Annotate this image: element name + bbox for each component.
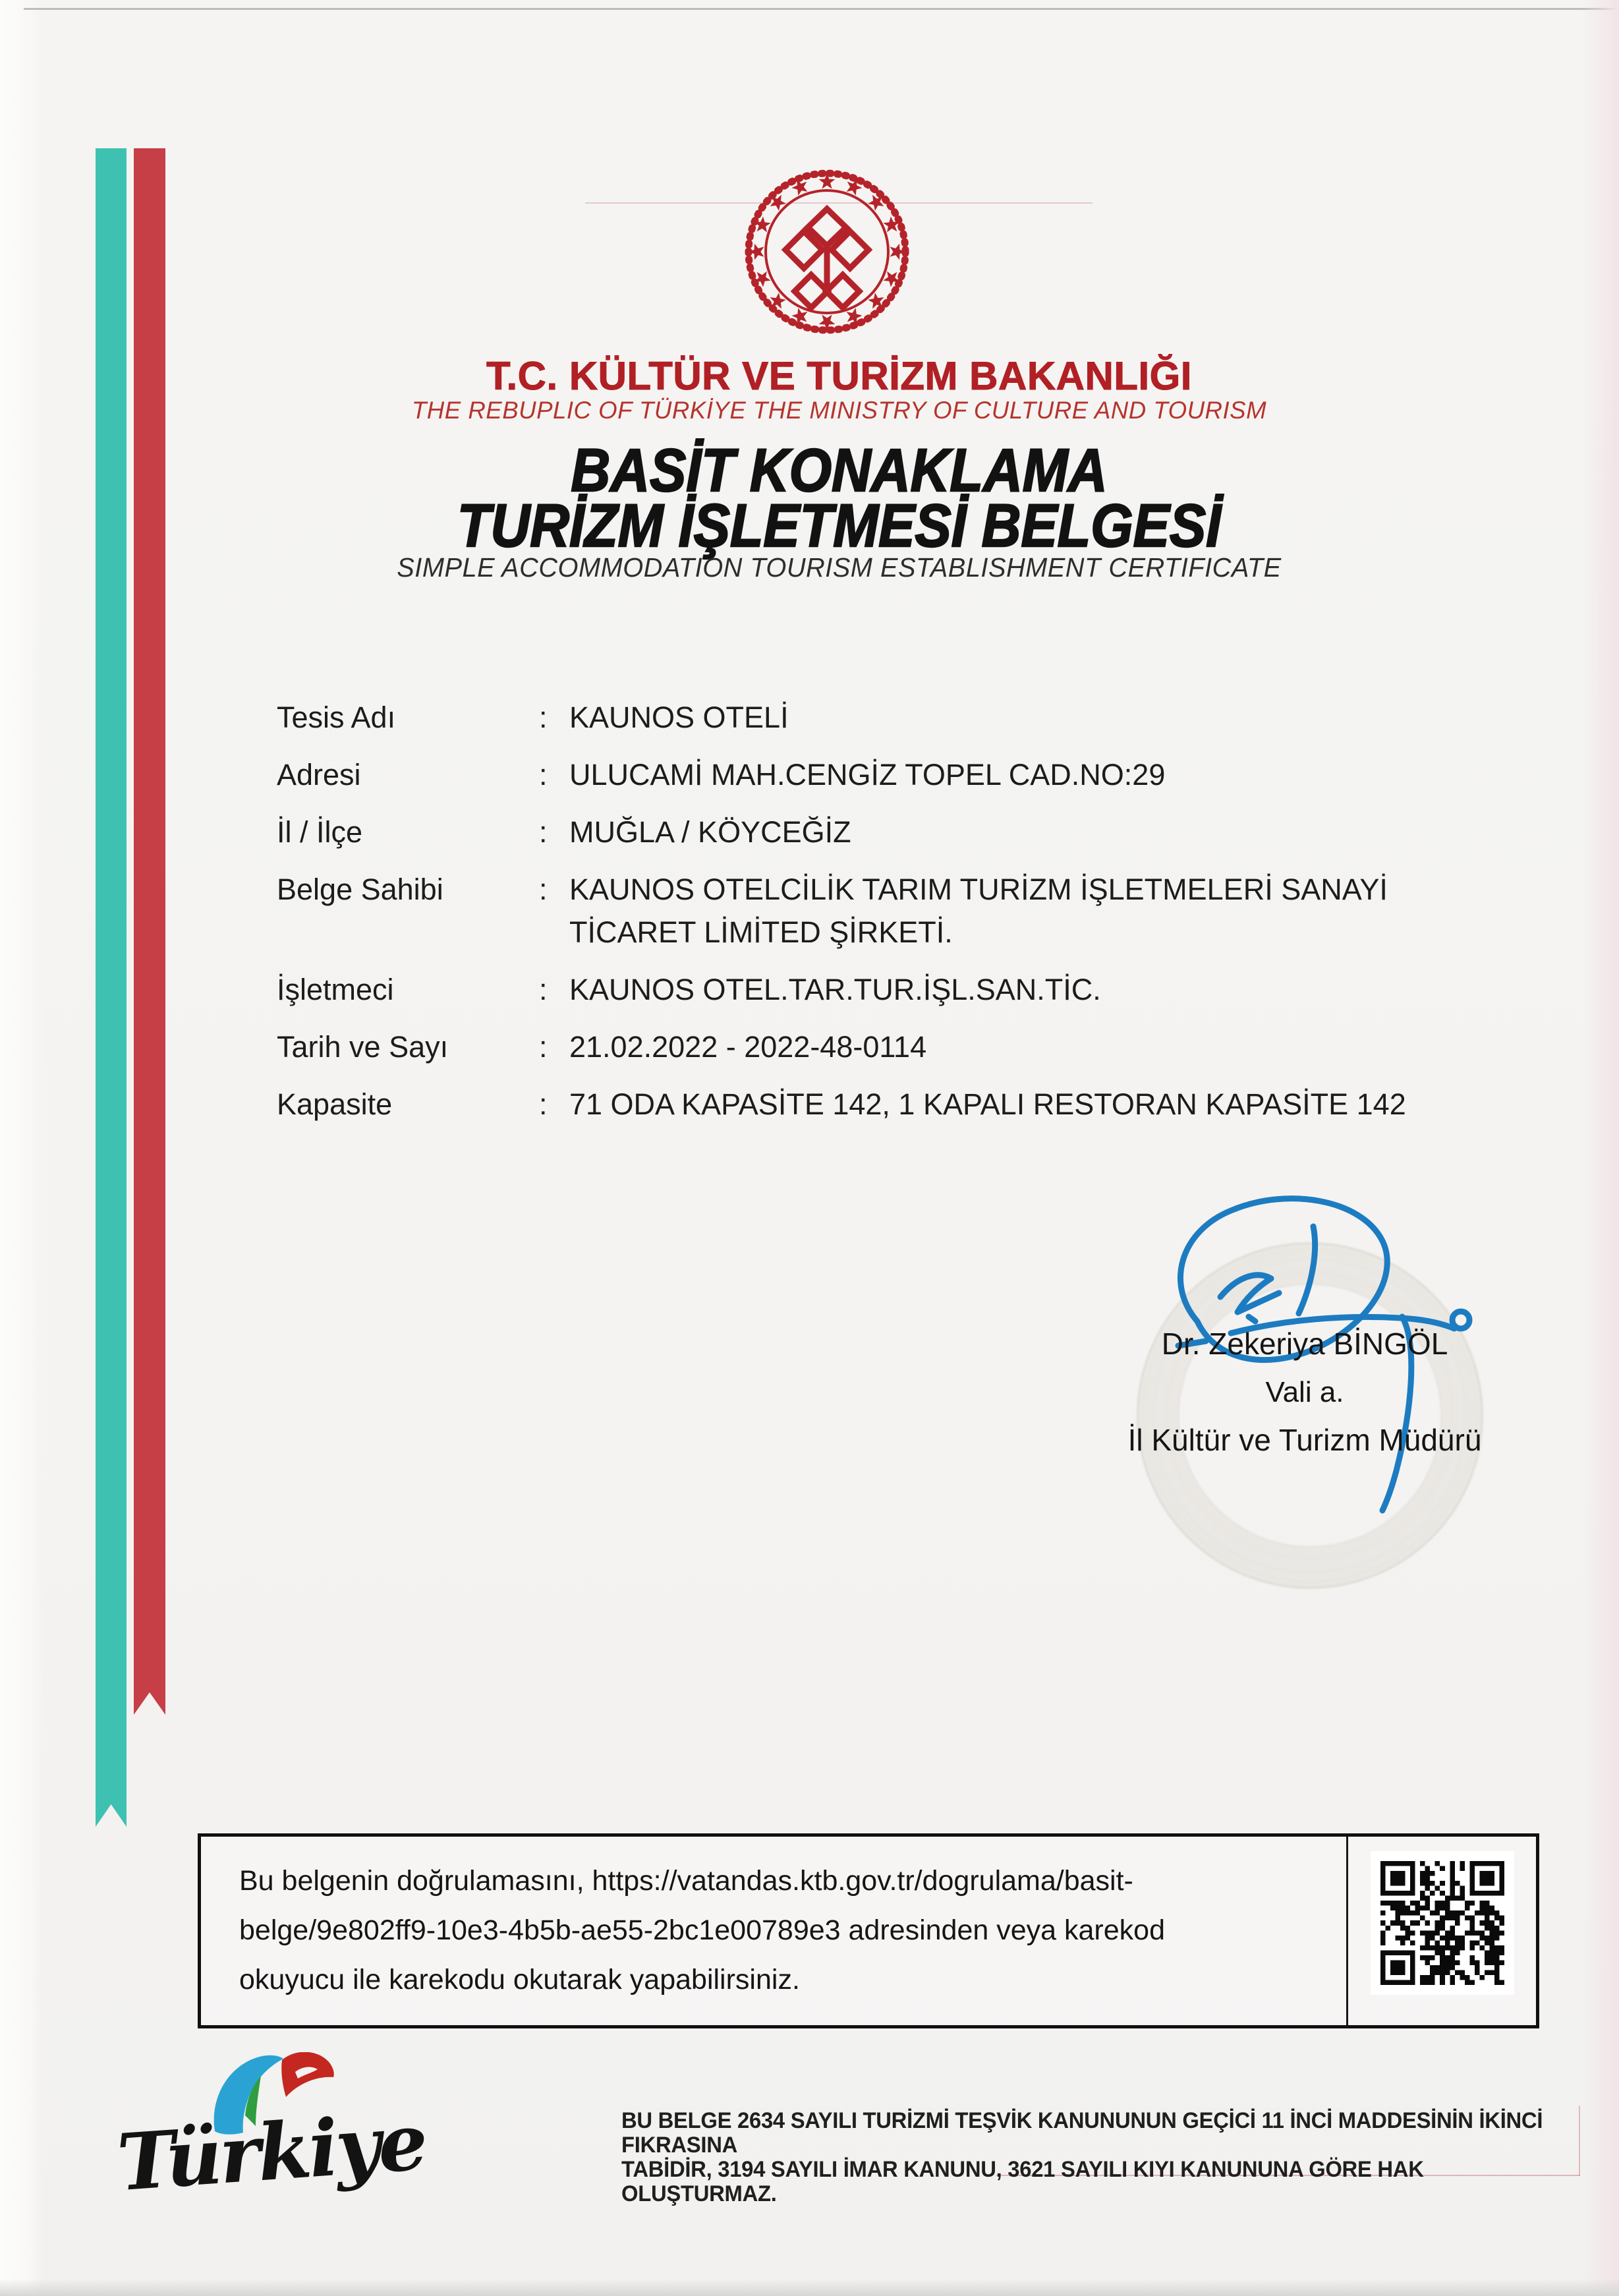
certificate-subtitle: SIMPLE ACCOMMODATION TOURISM ESTABLISHMENT CERTIFICATE [397, 552, 1282, 583]
field-separator: : [539, 701, 548, 734]
certificate-fields [277, 696, 1516, 1140]
signer-title-deputy: Vali a. [1265, 1376, 1344, 1408]
legal-disclaimer [621, 2109, 1550, 2206]
scan-edge-bottom [0, 2279, 1619, 2296]
field-row-isletmeci [277, 968, 1516, 1011]
field-value: KAUNOS OTEL.TAR.TUR.İŞL.SAN.TİC. [569, 973, 1101, 1006]
field-row-belge-sahibi [277, 868, 1516, 954]
scan-edge-left [0, 0, 42, 2296]
field-value: ULUCAMİ MAH.CENGİZ TOPEL CAD.NO:29 [569, 758, 1166, 791]
legal-line2: TABİDİR, 3194 SAYILI İMAR KANUNU, 3621 SAYILI KIYI KANUNUNA GÖRE HAK OLUŞTURMAZ. [621, 2157, 1424, 2206]
field-separator: : [539, 973, 548, 1006]
verification-line3: okuyucu ile karekodu okutarak yapabilirsiniz. [239, 1964, 800, 1995]
field-label: İl / İlçe [277, 815, 363, 849]
field-row-tarih-sayi [277, 1025, 1516, 1068]
field-separator: : [539, 758, 548, 791]
ministry-emblem-icon [743, 168, 911, 335]
legal-line1: BU BELGE 2634 SAYILI TURİZMİ TEŞVİK KANUNUNUN GEÇİCİ 11 İNCİ MADDESİNİN İKİNCİ FIKRASINA [621, 2108, 1543, 2158]
turkiye-logo [112, 2055, 481, 2226]
field-label: Adresi [277, 758, 361, 791]
verification-line1: Bu belgenin doğrulamasını, https://vatandas.ktb.gov.tr/dogrulama/basit- [239, 1865, 1133, 1897]
verification-box [198, 1833, 1539, 2028]
field-row-il-ilce [277, 811, 1516, 853]
certificate-title-line2: TURİZM İŞLETMESİ BELGESİ [457, 492, 1222, 560]
field-value: 21.02.2022 - 2022-48-0114 [569, 1030, 927, 1064]
legal-frame-right-line [1579, 2106, 1580, 2176]
qr-code [1371, 1851, 1514, 1995]
field-label: Belge Sahibi [277, 873, 443, 906]
verification-divider [1346, 1837, 1348, 2025]
field-value: KAUNOS OTELİ [569, 701, 789, 734]
field-separator: : [539, 815, 548, 849]
signer-name: Dr. Zekeriya BİNGÖL [1161, 1327, 1448, 1361]
ministry-title: T.C. KÜLTÜR VE TURİZM BAKANLIĞI [486, 354, 1192, 398]
field-label: Kapasite [277, 1087, 393, 1121]
field-row-kapasite [277, 1083, 1516, 1126]
field-separator: : [539, 1087, 548, 1121]
signer-title-director: İl Kültür ve Turizm Müdürü [1127, 1423, 1482, 1457]
turkiye-wordmark: Türkiye [114, 2095, 428, 2209]
field-label: İşletmeci [277, 973, 394, 1006]
scan-edge-right [1583, 0, 1619, 2296]
field-row-tesis-adi [277, 696, 1516, 739]
field-separator: : [539, 873, 548, 906]
field-value: 71 ODA KAPASİTE 142, 1 KAPALI RESTORAN KAPASİTE 142 [569, 1087, 1406, 1121]
scan-edge-top-line [24, 8, 1619, 10]
field-separator: : [539, 1030, 548, 1064]
verification-text [239, 1856, 1320, 2005]
field-label: Tarih ve Sayı [277, 1030, 449, 1064]
field-value: MUĞLA / KÖYCEĞİZ [569, 815, 851, 849]
field-row-adresi [277, 753, 1516, 796]
verification-line2: belge/9e802ff9-10e3-4b5b-ae55-2bc1e00789e3 adresinden veya karekod [239, 1914, 1165, 1946]
field-label: Tesis Adı [277, 701, 396, 734]
certificate-title-line1: BASİT KONAKLAMA [571, 437, 1108, 504]
field-value: KAUNOS OTELCİLİK TARIM TURİZM İŞLETMELERİ SANAYİ TİCARET LİMİTED ŞİRKETİ. [569, 873, 1388, 949]
ministry-subtitle: THE REBUPLIC OF TÜRKİYE THE MINISTRY OF CULTURE AND TOURISM [411, 397, 1267, 424]
